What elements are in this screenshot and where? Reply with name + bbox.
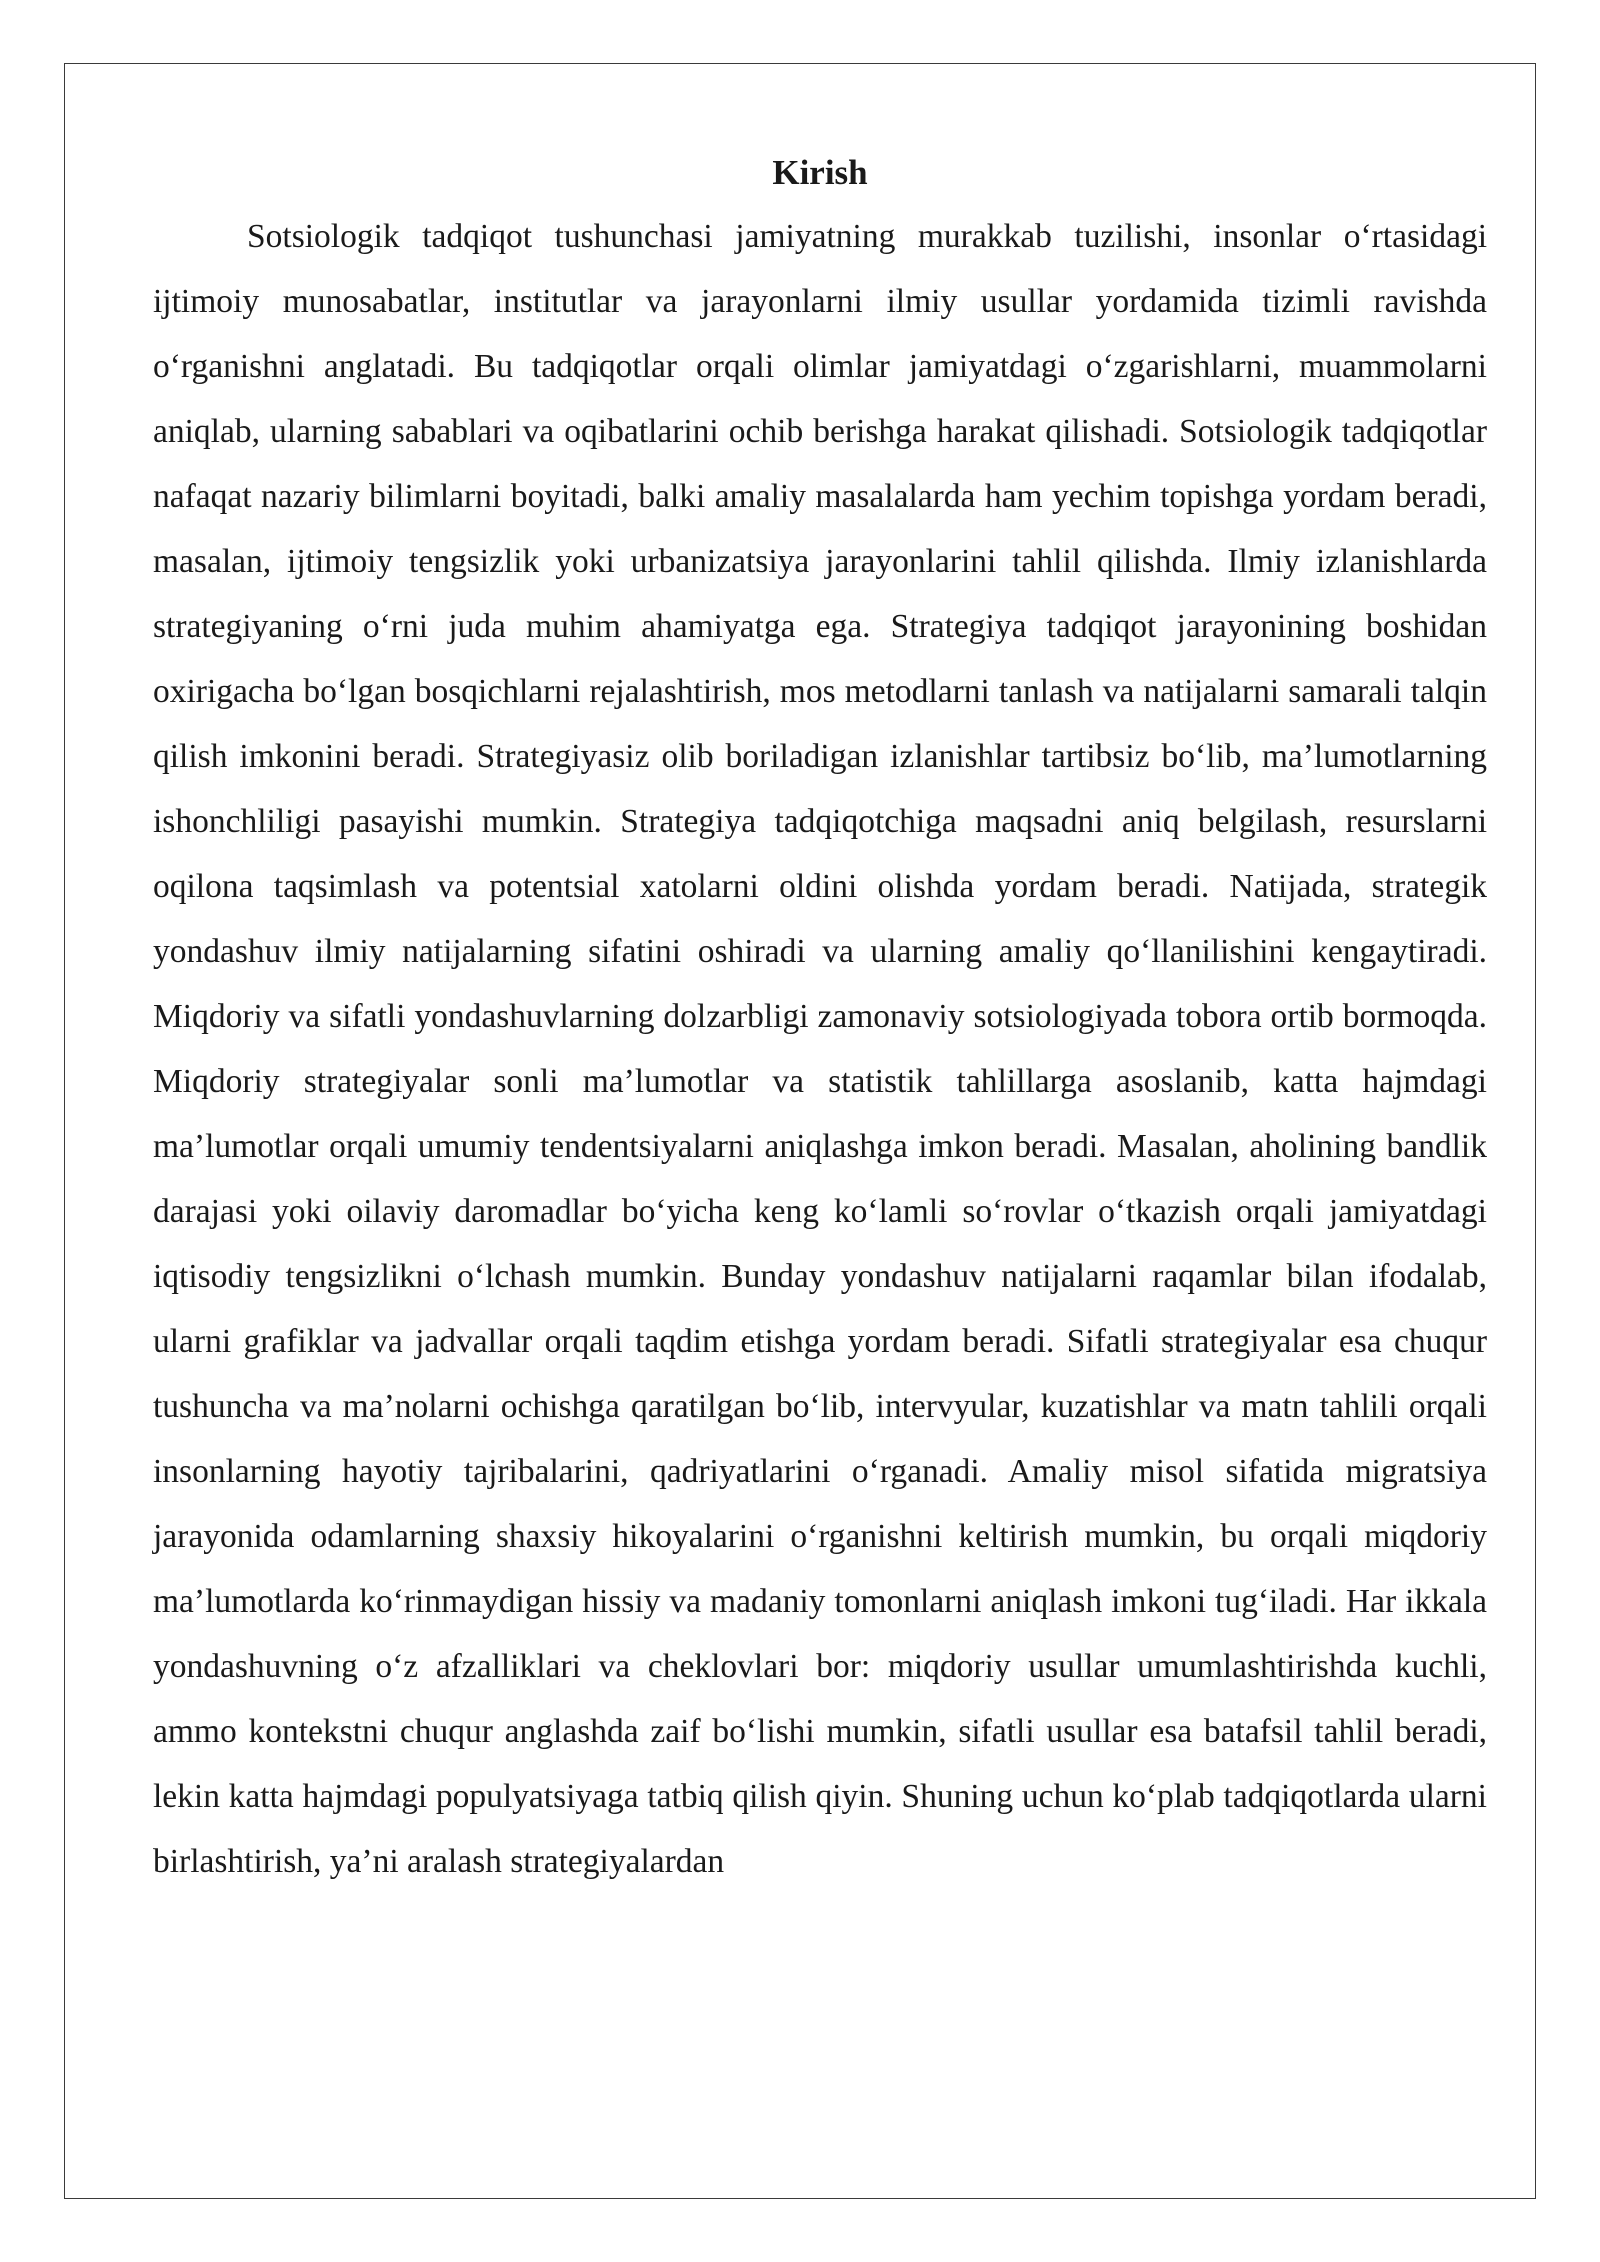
- document-paragraph: Sotsiologik tadqiqot tushunchasi jamiyatning murakkab tuzilishi, insonlar o‘rtasidagi ijtimoiy munosabatlar, institutlar va jarayonlarni ilmiy usullar yordamida tizimli ravishda o‘rganishni anglatadi. Bu tadqiqotlar orqali olimlar jamiyatdagi o‘zgarishlarni, muammolarni aniqlab, ularning sabablari va oqibatlarini ochib berishga harakat qilishadi. Sotsiologik tadqiqotlar nafaqat nazariy bilimlarni boyitadi, balki amaliy masalalarda ham yechim topishga yordam beradi, masalan, ijtimoiy tengsizlik yoki urbanizatsiya jarayonlarini tahlil qilishda. Ilmiy izlanishlarda strategiyaning o‘rni juda muhim ahamiyatga ega. Strategiya tadqiqot jarayonining boshidan oxirigacha bo‘lgan bosqichlarni rejalashtirish, mos metodlarni tanlash va natijalarni samarali talqin qilish imkonini beradi. Strategiyasiz olib boriladigan izlanishlar tartibsiz bo‘lib, ma’lumotlarning ishonchliligi pasayishi mumkin. Strategiya tadqiqotchiga maqsadni aniq belgilash, resurslarni oqilona taqsimlash va potentsial xatolarni oldini olishda yordam beradi. Natijada, strategik yondashuv ilmiy natijalarning sifatini oshiradi va ularning amaliy qo‘llanilishini kengaytiradi. Miqdoriy va sifatli yondashuvlarning dolzarbligi zamonaviy sotsiologiyada tobora ortib bormoqda. Miqdoriy strategiyalar sonli ma’lumotlar va statistik tahlillarga asoslanib, katta hajmdagi ma’lumotlar orqali umumiy tendentsiyalarni aniqlashga imkon beradi. Masalan, aholining bandlik darajasi yoki oilaviy daromadlar bo‘yicha keng ko‘lamli so‘rovlar o‘tkazish orqali jamiyatdagi iqtisodiy tengsizlikni o‘lchash mumkin. Bunday yondashuv natijalarni raqamlar bilan ifodalab, ularni grafiklar va jadvallar orqali taqdim etishga yordam beradi. Sifatli strategiyalar esa chuqur tushuncha va ma’nolarni ochishga qaratilgan bo‘lib, intervyular, kuzatishlar va matn tahlili orqali insonlarning hayotiy tajribalarini, qadriyatlarini o‘rganadi. Amaliy misol sifatida migratsiya jarayonida odamlarning shaxsiy hikoyalarini o‘rganishni keltirish mumkin, bu orqali miqdoriy ma’lumotlarda ko‘rinmaydigan hissiy va madaniy tomonlarni aniqlash imkoni tug‘iladi. Har ikkala yondashuvning o‘z afzalliklari va cheklovlari bor: miqdoriy usullar umumlashtirishda kuchli, ammo kontekstni chuqur anglashda zaif bo‘lishi mumkin, sifatli usullar esa batafsil tahlil beradi, lekin katta hajmdagi populyatsiyaga tatbiq qilish qiyin. Shuning uchun ko‘plab tadqiqotlarda ularni birlashtirish, ya’ni aralash strategiyalardan: [153, 218, 1487, 1880]
- document-body: [153, 148, 1487, 1894]
- document-title: Kirish: [772, 153, 868, 192]
